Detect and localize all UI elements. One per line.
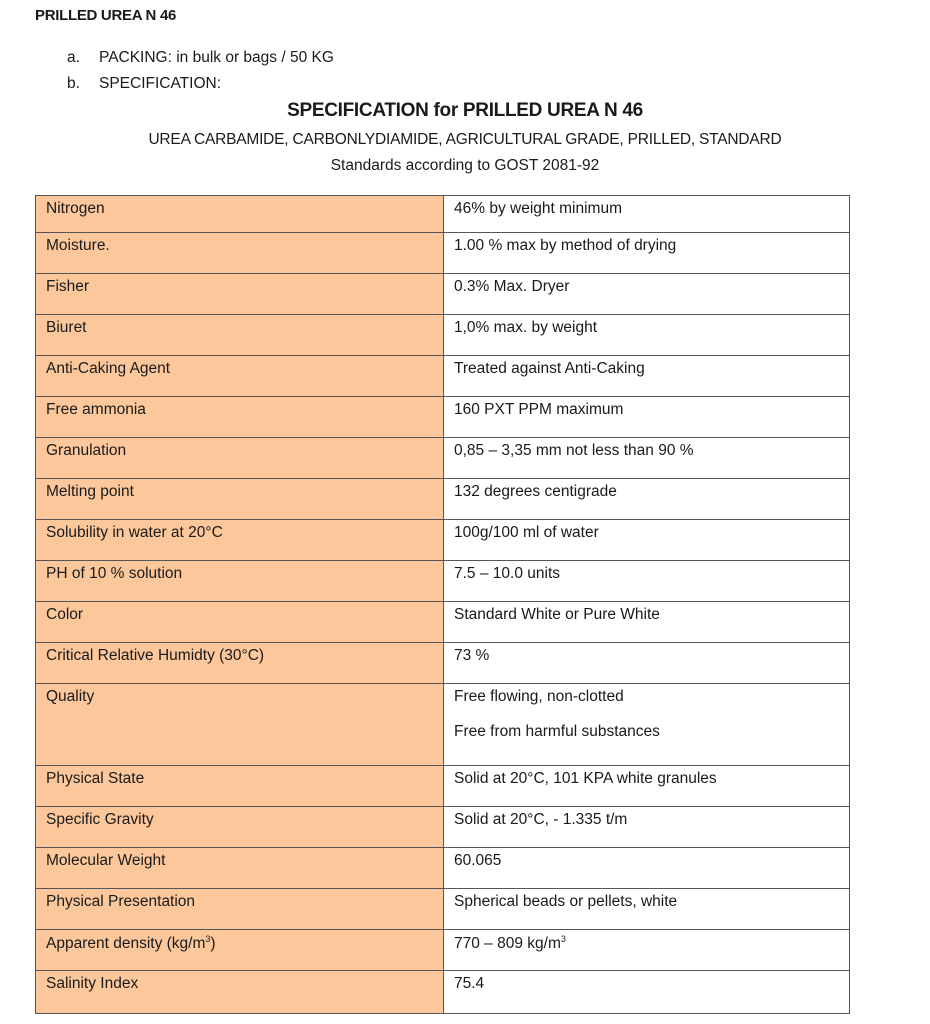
row-label: Critical Relative Humidty (30°C) <box>36 643 444 684</box>
row-value: 160 PXT PPM maximum <box>444 397 850 438</box>
table-row <box>36 684 850 766</box>
table-row <box>36 397 850 438</box>
row-label: Solubility in water at 20°C <box>36 520 444 561</box>
list-text: SPECIFICATION: <box>99 75 222 92</box>
table-row <box>36 479 850 520</box>
list-item-specification <box>67 71 334 97</box>
table-row <box>36 807 850 848</box>
table-row <box>36 848 850 889</box>
value-text: 770 – 809 kg/m <box>454 935 561 953</box>
table-row <box>36 356 850 397</box>
table-row <box>36 315 850 356</box>
table-row <box>36 438 850 479</box>
row-value <box>444 684 850 766</box>
row-value: Solid at 20°C, - 1.335 t/m <box>444 807 850 848</box>
table-row <box>36 274 850 315</box>
row-label <box>36 930 444 971</box>
row-value: 100g/100 ml of water <box>444 520 850 561</box>
spec-standard: Standards according to GOST 2081-92 <box>330 157 600 174</box>
label-tail: ) <box>210 935 216 953</box>
row-value: Spherical beads or pellets, white <box>444 889 850 930</box>
table-row <box>36 561 850 602</box>
row-value: 46% by weight minimum <box>444 196 850 233</box>
document-title: PRILLED UREA N 46 <box>35 7 177 24</box>
row-value: 0,85 – 3,35 mm not less than 90 % <box>444 438 850 479</box>
row-label: PH of 10 % solution <box>36 561 444 602</box>
row-value: 75.4 <box>444 971 850 1014</box>
row-value: 7.5 – 10.0 units <box>444 561 850 602</box>
list-item-packing <box>67 45 334 71</box>
row-label: Biuret <box>36 315 444 356</box>
row-value: 60.065 <box>444 848 850 889</box>
row-label: Color <box>36 602 444 643</box>
row-label: Moisture. <box>36 233 444 274</box>
list-marker: a. <box>67 49 80 66</box>
spec-heading: SPECIFICATION for PRILLED UREA N 46 <box>287 100 643 121</box>
row-label: Specific Gravity <box>36 807 444 848</box>
quality-line-1: Free flowing, non-clotted <box>454 688 624 705</box>
row-label: Physical Presentation <box>36 889 444 930</box>
row-label: Fisher <box>36 274 444 315</box>
row-value: Standard White or Pure White <box>444 602 850 643</box>
row-label: Free ammonia <box>36 397 444 438</box>
row-label: Quality <box>36 684 444 766</box>
row-value: Treated against Anti-Caking <box>444 356 850 397</box>
row-value: 1.00 % max by method of drying <box>444 233 850 274</box>
row-value: 73 % <box>444 643 850 684</box>
row-value: Solid at 20°C, 101 KPA white granules <box>444 766 850 807</box>
row-value: 1,0% max. by weight <box>444 315 850 356</box>
quality-line-2: Free from harmful substances <box>454 723 660 740</box>
row-label: Physical State <box>36 766 444 807</box>
table-row <box>36 233 850 274</box>
row-label: Salinity Index <box>36 971 444 1014</box>
row-label: Nitrogen <box>36 196 444 233</box>
table-row <box>36 766 850 807</box>
list-marker: b. <box>67 75 80 92</box>
row-label: Granulation <box>36 438 444 479</box>
label-superscript: 3 <box>205 934 211 944</box>
row-label: Molecular Weight <box>36 848 444 889</box>
spec-subheading: UREA CARBAMIDE, CARBONLYDIAMIDE, AGRICULTURAL GRADE, PRILLED, STANDARD <box>148 131 782 148</box>
list-text: PACKING: in bulk or bags / 50 KG <box>99 49 334 66</box>
label-text: Apparent density (kg/m <box>46 935 206 953</box>
spec-list <box>67 45 334 97</box>
row-label: Anti-Caking Agent <box>36 356 444 397</box>
table-row <box>36 520 850 561</box>
table-row <box>36 930 850 971</box>
row-value <box>444 930 850 971</box>
value-superscript: 3 <box>560 934 566 944</box>
table-row <box>36 602 850 643</box>
table-row <box>36 889 850 930</box>
row-label: Melting point <box>36 479 444 520</box>
table-row <box>36 643 850 684</box>
row-value: 0.3% Max. Dryer <box>444 274 850 315</box>
row-value: 132 degrees centigrade <box>444 479 850 520</box>
table-row <box>36 971 850 1014</box>
table-row <box>36 196 850 233</box>
spec-table <box>35 195 850 1014</box>
